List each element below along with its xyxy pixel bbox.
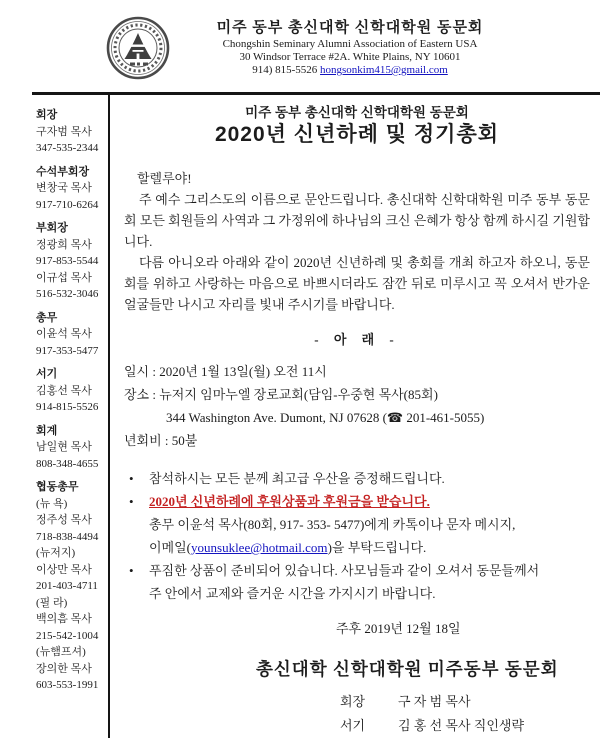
bullet-2-line3: 이메일(younsuklee@hotmail.com)을 부탁드립니다. bbox=[149, 540, 427, 555]
officer-detail-line: 백의흠 목사 bbox=[36, 613, 92, 625]
officer-detail-line: 정주성 목사 bbox=[36, 514, 92, 526]
sidebar-officer-group bbox=[36, 107, 108, 157]
officer-detail-line: 남일현 목사 bbox=[36, 441, 92, 453]
officer-detail-line: 김홍선 목사 bbox=[36, 384, 92, 397]
officer-detail-line: 917-710-6264 bbox=[36, 198, 99, 211]
officer-role-label: 수석부회장 bbox=[36, 165, 90, 178]
bullet-list bbox=[124, 467, 590, 605]
officer-detail-line: 808-348-4655 bbox=[36, 457, 99, 470]
officer-detail-line: 718-838-4494 bbox=[36, 530, 99, 543]
bullet-3-line1: 푸짐한 상품이 준비되어 있습니다. 사모님들과 같이 오셔서 동문들께서 bbox=[149, 563, 540, 578]
signature-role: 회장 bbox=[340, 694, 366, 709]
letter-title-line1: 미주 동부 총신대학 신학대학원 동문회 bbox=[245, 105, 469, 120]
letterhead bbox=[0, 0, 600, 92]
letter-title-line2: 2020년 신년하례 및 정기총회 bbox=[214, 123, 500, 146]
paragraph-2: 다름 아니오라 아래와 같이 2020년 신년하례 및 총회를 개최 하고자 하오니, 동문회를 위하고 사랑하는 마음으로 바쁘시더라도 잠깐 뒤로 미루시고 꼭 오셔서 반가운 얼굴들만 나시고 자리를 빛내 주시기를 바랍니다. bbox=[124, 255, 590, 312]
letterhead-text bbox=[185, 18, 515, 77]
officer-detail-line: 이윤석 목사 bbox=[36, 328, 92, 340]
officer-detail-line: 917-353-5477 bbox=[36, 344, 99, 357]
officer-detail-line: 347-535-2344 bbox=[36, 142, 99, 154]
officer-detail-line: (뉴 욕) bbox=[36, 497, 68, 510]
sidebar-officer-group bbox=[36, 220, 108, 303]
letterhead-phone: 914) 815-5526 bbox=[252, 64, 318, 76]
officer-detail-line: 정광희 목사 bbox=[36, 238, 92, 251]
officer-detail-line: 이상만 목사 bbox=[36, 563, 92, 576]
bullet-item-1 bbox=[124, 467, 590, 490]
officer-detail-line: 장의한 목사 bbox=[36, 662, 92, 675]
officer-detail-line: (뉴저지) bbox=[36, 547, 76, 559]
letterhead-address: 30 Windsor Terrace #2A. White Plains, NY 10601 bbox=[239, 51, 461, 63]
signature-row bbox=[340, 690, 590, 714]
officer-detail-line: (필 라) bbox=[36, 596, 68, 609]
bullet-icon: • bbox=[129, 494, 134, 509]
officer-detail-line: 516-532-3046 bbox=[36, 288, 99, 300]
contact-email-link[interactable]: younsuklee@hotmail.com bbox=[191, 540, 328, 555]
officer-role-label: 총무 bbox=[36, 311, 58, 324]
sidebar-officer-group bbox=[36, 164, 108, 214]
signature-name: 구 자 범 목사 bbox=[398, 694, 471, 709]
officer-role-label: 회장 bbox=[36, 109, 58, 121]
sidebar-officer-group bbox=[36, 423, 108, 473]
signature-block bbox=[340, 690, 590, 738]
paragraph-1: 주 예수 그리스도의 이름으로 문안드립니다. 총신대학 신학대학원 미주 동부 동문회 모든 회원들의 사역과 그 가정위에 하나님의 크신 은혜가 항상 함께 하시길 기원합니다. bbox=[124, 192, 590, 249]
detail-line: 344 Washington Ave. Dumont, NJ 07628 (☎ 201-461-5055) bbox=[166, 410, 485, 425]
closing-org-name: 총신대학 신학대학원 미주동부 동문회 bbox=[256, 659, 559, 679]
letterhead-contact bbox=[185, 64, 515, 77]
officer-detail-line: 변창국 목사 bbox=[36, 182, 92, 194]
officer-detail-line: 914-815-5526 bbox=[36, 401, 99, 413]
letterhead-org-english: Chongshin Seminary Alumni Association of Eastern USA bbox=[222, 38, 478, 50]
sidebar bbox=[32, 95, 110, 738]
letter-paragraphs bbox=[124, 168, 590, 315]
seminary-seal-icon bbox=[106, 16, 170, 80]
signature-row bbox=[340, 714, 590, 738]
sidebar-officer-group bbox=[36, 479, 108, 694]
closing-date: 주후 2019년 12월 18일 bbox=[336, 621, 461, 636]
sidebar-officer-group bbox=[36, 366, 108, 416]
bullet-3-line2: 주 안에서 교제와 즐거운 시간을 가지시기 바랍니다. bbox=[149, 586, 436, 601]
greeting-line: 할렐루야! bbox=[137, 171, 192, 186]
bullet-item-3 bbox=[124, 559, 590, 605]
detail-line: 장소 : 뉴저지 임마누엘 장로교회(담임-우중현 목사(85회) bbox=[124, 387, 438, 402]
officer-role-label: 부회장 bbox=[36, 222, 68, 234]
bullet-2-line2: 총무 이윤석 목사(80회, 917- 353- 5477)에게 카톡이나 문자 메시지, bbox=[149, 517, 516, 532]
officer-detail-line: (뉴햄프셔) bbox=[36, 646, 86, 658]
bullet-icon: • bbox=[129, 563, 134, 578]
officer-detail-line: 917-853-5544 bbox=[36, 255, 99, 267]
signature-role: 서기 bbox=[340, 718, 366, 733]
section-divider: - 아 래 - bbox=[314, 332, 400, 347]
detail-line: 일시 : 2020년 1월 13일(월) 오전 11시 bbox=[124, 364, 327, 379]
officer-detail-line: 구자범 목사 bbox=[36, 125, 92, 138]
officer-role-label: 서기 bbox=[36, 368, 58, 380]
letter-body-area bbox=[32, 92, 600, 738]
officer-role-label: 협동총무 bbox=[36, 481, 79, 493]
signature-name: 김 홍 선 목사 직인생략 bbox=[398, 718, 525, 733]
detail-line: 년회비 : 50불 bbox=[124, 433, 198, 448]
bullet-2-highlight: 2020년 신년하례에 후원상품과 후원금을 받습니다. bbox=[149, 494, 430, 509]
officer-detail-line: 215-542-1004 bbox=[36, 629, 99, 642]
officer-detail-line: 이규섭 목사 bbox=[36, 271, 92, 284]
officer-role-label: 회계 bbox=[36, 424, 58, 437]
bullet-1-text: 참석하시는 모든 분께 최고급 우산을 증정해드립니다. bbox=[149, 471, 445, 486]
bullet-item-2 bbox=[124, 490, 590, 559]
sidebar-officer-group bbox=[36, 310, 108, 360]
details-list bbox=[124, 360, 590, 452]
letterhead-email-link[interactable]: hongsonkim415@gmail.com bbox=[320, 64, 448, 76]
officer-detail-line: 201-403-4711 bbox=[36, 580, 98, 592]
letterhead-org-korean: 미주 동부 총신대학 신학대학원 동문회 bbox=[216, 20, 484, 36]
letter-main bbox=[110, 95, 600, 738]
officer-detail-line: 603-553-1991 bbox=[36, 679, 99, 691]
bullet-icon: • bbox=[129, 471, 134, 486]
